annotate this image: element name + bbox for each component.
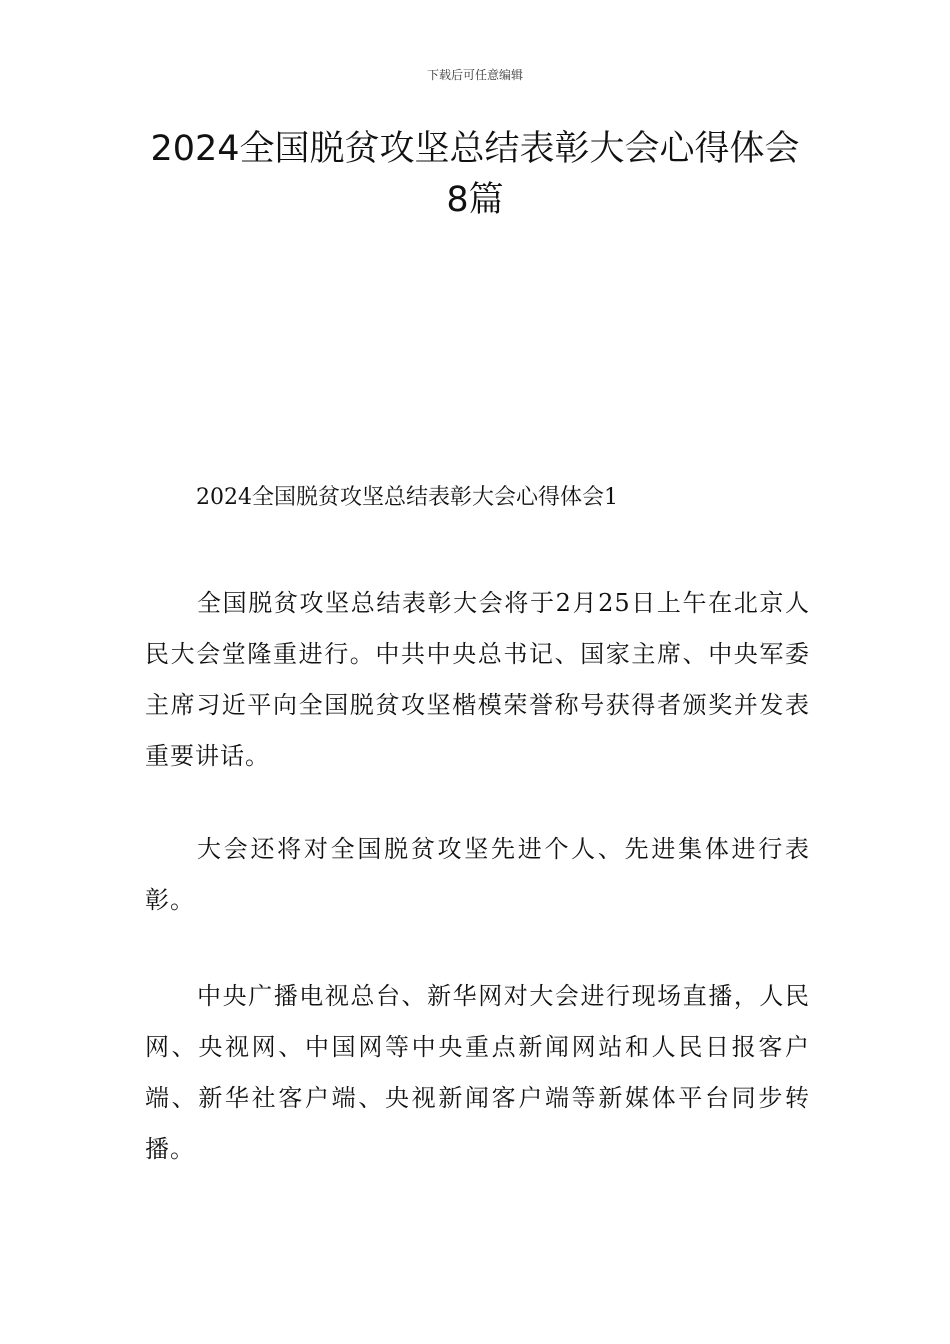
document-title-line-2: 8篇: [446, 180, 504, 220]
body-paragraph-3: 中央广播电视总台、新华网对大会进行现场直播，人民网、央视网、中国网等中央重点新闻网站和人民日报客户端、新华社客户端、央视新闻客户端等新媒体平台同步转播。: [145, 982, 810, 1163]
body-paragraph-1: 全国脱贫攻坚总结表彰大会将于2月25日上午在北京人民大会堂隆重进行。中共中央总书记、国家主席、中央军委主席习近平向全国脱贫攻坚楷模荣誉称号获得者颁奖并发表重要讲话。: [145, 589, 810, 770]
section-heading: 2024全国脱贫攻坚总结表彰大会心得体会1: [196, 485, 618, 510]
header-note: 下载后可任意编辑: [426, 68, 523, 82]
body-paragraph-2: 大会还将对全国脱贫攻坚先进个人、先进集体进行表彰。: [145, 835, 810, 914]
document-title-line-1: 2024全国脱贫攻坚总结表彰大会心得体会: [150, 129, 800, 169]
document-title: [60, 124, 890, 226]
